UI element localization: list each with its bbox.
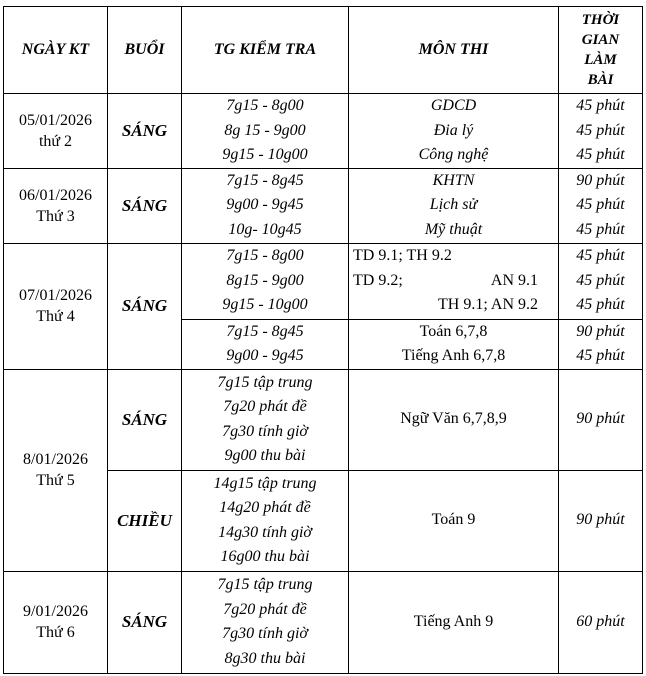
duration-text: 45 phút	[576, 220, 625, 238]
date-cell	[4, 94, 108, 169]
date-cell	[4, 571, 108, 673]
time-cell	[182, 243, 349, 319]
table-row	[4, 243, 643, 319]
time-slot: 7g30 tính giờ	[222, 625, 308, 642]
duration-cell	[559, 243, 643, 319]
header-duration-line: GIAN	[581, 32, 620, 48]
time-slot: 10g- 10g45	[228, 220, 302, 238]
subject-name: TH 9.1; AN 9.2	[438, 296, 538, 314]
table-row	[4, 369, 643, 470]
subject-name: GDCD	[430, 97, 477, 114]
time-slot: 7g15 tập trung	[217, 373, 313, 391]
weekday-text: Thứ 3	[36, 207, 75, 225]
table-row	[4, 571, 643, 673]
session-cell: SÁNG	[108, 571, 182, 673]
header-duration-line: THỜI	[581, 12, 620, 28]
date-cell	[4, 369, 108, 571]
weekday-text: Thứ 5	[36, 472, 75, 489]
session-cell: SÁNG	[108, 369, 182, 470]
date-text: 9/01/2026	[23, 603, 88, 620]
weekday-text: thứ 2	[38, 132, 73, 150]
time-cell	[182, 369, 349, 470]
subject-name: Mỹ thuật	[424, 220, 483, 238]
subject-cell	[349, 243, 559, 319]
time-slot: 7g20 phát đề	[223, 398, 307, 415]
duration-text: 45 phút	[576, 247, 625, 265]
duration-text: 90 phút	[576, 171, 625, 189]
session-cell: SÁNG	[108, 94, 182, 169]
subject-cell: Toán 9	[349, 470, 559, 571]
duration-text: 45 phút	[576, 296, 625, 314]
time-cell	[182, 94, 349, 169]
time-slot: 7g15 - 8g45	[226, 171, 304, 189]
date-cell	[4, 243, 108, 369]
date-text: 8/01/2026	[23, 451, 88, 468]
time-slot: 16g00 thu bài	[220, 548, 310, 565]
weekday-text: Thứ 6	[36, 624, 75, 641]
exam-schedule-table	[3, 6, 643, 674]
time-slot: 7g15 tập trung	[217, 576, 313, 593]
subject-cell	[349, 319, 559, 369]
session-cell: SÁNG	[108, 243, 182, 369]
subject-cell	[349, 168, 559, 243]
subject-name: Công nghệ	[418, 146, 489, 163]
duration-text: 45 phút	[576, 196, 625, 214]
session-cell: CHIỀU	[108, 470, 182, 571]
subject-name: Toán 6,7,8	[419, 322, 488, 340]
session-cell: SÁNG	[108, 168, 182, 243]
duration-text: 45 phút	[576, 97, 625, 114]
header-duration	[559, 7, 643, 94]
header-subject: MÔN THI	[349, 7, 559, 94]
duration-cell	[559, 168, 643, 243]
subject-name: Đia lý	[433, 121, 474, 139]
time-slot: 9g15 - 10g00	[222, 146, 308, 163]
subject-line	[349, 269, 558, 294]
time-slot: 7g20 phát đề	[223, 600, 307, 618]
subject-cell: Tiếng Anh 9	[349, 571, 559, 673]
time-cell	[182, 571, 349, 673]
time-slot: 14g15 tập trung	[213, 474, 317, 492]
duration-cell: 60 phút	[559, 571, 643, 673]
time-cell	[182, 319, 349, 369]
time-slot: 9g00 thu bài	[224, 447, 306, 464]
subject-name: KHTN	[432, 171, 475, 189]
table-row	[4, 168, 643, 243]
date-text: 06/01/2026	[19, 186, 92, 204]
time-slot: 9g15 - 10g00	[222, 296, 308, 314]
time-slot: 14g30 tính giờ	[218, 523, 312, 541]
duration-text: 45 phút	[576, 146, 625, 163]
duration-text: 45 phút	[576, 347, 625, 364]
time-slot: 9g00 - 9g45	[226, 196, 304, 214]
date-text: 07/01/2026	[19, 287, 92, 304]
header-date: NGÀY KT	[4, 7, 108, 94]
duration-text: 45 phút	[576, 271, 625, 289]
time-slot: 7g30 tính giờ	[222, 422, 308, 440]
subject-cell	[349, 94, 559, 169]
duration-cell	[559, 94, 643, 169]
time-cell	[182, 470, 349, 571]
time-slot: 7g15 - 8g00	[226, 97, 304, 114]
subject-name: AN 9.1	[490, 271, 538, 289]
time-slot: 8g15 - 9g00	[226, 271, 304, 289]
time-slot: 8g 15 - 9g00	[224, 121, 306, 139]
header-session: BUỔI	[108, 7, 182, 94]
header-duration-line: BÀI	[587, 72, 614, 88]
weekday-text: Thứ 4	[36, 308, 75, 325]
subject-name: Tiếng Anh 6,7,8	[401, 347, 506, 364]
date-text: 05/01/2026	[19, 111, 92, 129]
header-duration-line: LÀM	[584, 52, 617, 68]
date-cell	[4, 168, 108, 243]
time-slot: 9g00 - 9g45	[226, 347, 304, 364]
time-cell	[182, 168, 349, 243]
duration-text: 45 phút	[576, 121, 625, 139]
duration-cell: 90 phút	[559, 369, 643, 470]
table-row	[4, 94, 643, 169]
time-slot: 8g30 thu bài	[224, 649, 306, 667]
subject-name: Lịch sử	[429, 196, 478, 214]
duration-cell: 90 phút	[559, 470, 643, 571]
duration-cell	[559, 319, 643, 369]
subject-name: TD 9.1; TH 9.2	[353, 247, 452, 265]
time-slot: 7g15 - 8g45	[226, 322, 304, 340]
header-row	[4, 7, 643, 94]
time-slot: 14g20 phát đề	[219, 499, 311, 516]
header-time: TG KIỂM TRA	[182, 7, 349, 94]
subject-cell: Ngữ Văn 6,7,8,9	[349, 369, 559, 470]
time-slot: 7g15 - 8g00	[226, 247, 304, 265]
duration-text: 90 phút	[576, 322, 625, 340]
subject-name: TD 9.2;	[353, 271, 403, 289]
